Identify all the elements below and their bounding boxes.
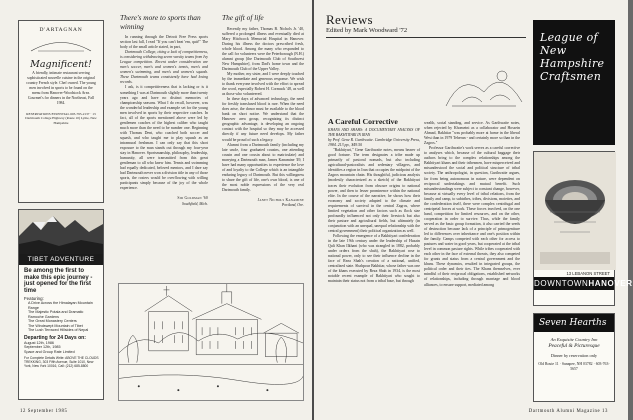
review-paragraph: "Bakhtiyari," Gene Garthwaite notes, means bearer of good fortune. The term designates a tribe made up primarily of pastoral nomads, but also including agricultural-pastoralists and sedentary villagers, and identifies a region in Iran that occupies the midpoint of the Zagros mountain chain. His thoughtful, judicious analysis (modestly characterized as a sketch) of the Bakhtiyari traces their evolution from obscure origins to national power, and then to lesser prominence within the national elite. In the course of the narrative, he shows how their economy and society adapted to the climate and requirements of survival in the central Zagros, where limited vegetation and other factors such as flock size profoundly influenced not only their livestock but also their pasture and agricultural fields, but ultimately (in conjunction with an unequal, unequal relationship with the central government) their political organization as well. xyxy=(328,148,420,233)
letter-paragraph: Alumni from a Dartmouth family (including my late uncle, four graduated cousins, one attending cousin and one cousin about to matriculate) and marrying a Dartmouth man, James Kanamine '49, I have had many opportunities to experience the love of and loyalty to the College which is an intangible enduring legacy of Dartmouth. But this willingness to share the gift of life, one's own blood, is one of the most noble expressions of the very real Dartmouth family. xyxy=(222,142,304,192)
page-folio-left: 12 September 1985 xyxy=(20,409,68,414)
tibet-banner: TIBET ADVENTURE xyxy=(19,254,103,265)
review-column-2 xyxy=(424,121,520,288)
list-item: A Drive Across the Himalayan Mountain Range xyxy=(28,301,93,310)
review-column-1 xyxy=(328,128,420,284)
dartagnan-ad[interactable] xyxy=(18,20,104,203)
review-paragraph: Following the emergence of a Bakhtiyari confederation in the late 19th century under the leadership of Husain Quli Khan Ilkhani (who was strangled in 1882, probably under orders from the shah), the Bakhtiyari rose to national power, only to see their influence decline in the face of Reza Shah's creation of a national, unified, centralized state. Shahpour Bakhtiar, whose father was one of the khans executed by Reza Shah in 1934, is the most notable recent example of Bakhtiyari who sought to maintain their status not from a tribal base, but through xyxy=(328,233,420,284)
section-editor: Edited by Mark Woodward '72 xyxy=(326,27,408,34)
page-folio-right: Dartmouth Alumni Magazine 13 xyxy=(528,409,608,414)
author-place: Portland, Ore. xyxy=(281,203,304,208)
dartagnan-body: A friendly, intimate restaurant serving sophisticated nouvelle cuisine in the original country French style. Chef owned. The young men involved in sports to be found on the menu from Hanover-Woodstock Area. Gourmet's for dinners in the Northeast, Fall 1984. xyxy=(26,71,96,105)
downtown-banner xyxy=(534,277,633,290)
book-meta: by Prof. Gene R. Garthwaite. Cambridge University Press, 1984. 213 pp., $49.50 xyxy=(328,138,420,148)
dartagnan-headline: Magnificent! xyxy=(30,59,92,70)
author-place: Southfield, Mich. xyxy=(181,201,208,206)
campus-illustration xyxy=(118,283,304,401)
tibet-adventure-ad[interactable] xyxy=(18,209,104,400)
craftsmen-ad[interactable] xyxy=(533,20,615,145)
author-name: Sid Goldman '60 xyxy=(177,196,208,201)
divider xyxy=(326,37,526,38)
book-illustration xyxy=(442,62,526,112)
inn-lead: An Exquisite Country Inn xyxy=(550,337,598,342)
crest-icon xyxy=(26,36,96,56)
author-name: Janet Nichols Kanamine xyxy=(257,198,304,203)
review-paragraph: wealth, social standing, and service. As Garthwaite notes, when rejected by Khomeini as a collaborator and Hossein Ahmad, Bakhtiar "was probably more at home in the liberal West than in 1979 Teheran - and certainly more so than in the Zagros." xyxy=(424,121,520,146)
seven-hearths-ad[interactable] xyxy=(533,313,615,402)
tibet-contact: For Complete Details Write: ABOVE THE CLOUDS TREKKING, 303 Fifth Avenue, Suite 1010, New York, New York 10016, Call: (212) 685-8800 xyxy=(24,356,99,369)
review-title: A Careful Corrective xyxy=(328,117,398,126)
list-item: The Majestic Potala and Dramatic Ramoche Gardens xyxy=(28,310,84,319)
list-item: The Windswept Mountain of Tibet xyxy=(28,323,83,328)
tibet-featuring: Featuring: xyxy=(24,296,44,302)
dartagnan-brand: D'ARTAGNAN xyxy=(39,27,83,33)
letter-paragraph: Dartmouth College, citing a lack of competitiveness, is considering withdrawing seven varsity teams from Ivy League competition. Recent under consideration are men's soccer, men's and women's tennis, men's and women's swimming, and men's and women's squash. These Dartmouth teams consistently have had losing records. xyxy=(120,50,208,85)
list-item: August 12th, 1986 xyxy=(24,340,54,345)
tibet-dates xyxy=(24,341,99,355)
list-item: Space and Group Rate Limited xyxy=(24,349,75,354)
letter-gift-of-life xyxy=(222,14,304,208)
tibet-feature-list xyxy=(28,301,99,333)
section-title: Reviews xyxy=(326,12,373,27)
banner-downtown: DOWNTOWN xyxy=(534,279,589,288)
downtown-hanover-ad[interactable] xyxy=(533,151,633,306)
letter-byline xyxy=(120,196,208,206)
letter-paragraph: My mother, my sister, and I were deeply touched by the immediate and generous response. We wish to thank everyone involved with the effort to spread the word, especially Robert H. Cormack '48, as well as those who volunteered. xyxy=(222,71,304,97)
list-item: The Lush Terraced Hillsides of Nepal xyxy=(28,328,89,333)
list-item: September 12th, 1985 xyxy=(24,345,61,350)
letter-paragraph: I ask, is it competitiveness that is lacking or is it something I was at Dartmouth slightly more than twenty years ago and have no distinct memories of championship seasons. What I do recall, however, was the wonderful leadership and example set for the young men involved in sports by their respective coaches. In fact, all of the sports mentioned above were led by gentlemen coaches of the highest caliber who taught much more than the need to be number one. Beginning with Thomas Dent, who coached both soccer and squash, and who taught me to play squash as an intramural freshman. I can only say that this short exposure to the man stands out through my four-year stay in Hanover. Sportsmanship, philosophy, leadership, humanity, all were transmitted from this great gentleman to all who knew him. Tennis and swimming had equally dedicated, beloved mentors, and I dare say had Dartmouth never won a division title in any of those sports, the rosters would be overflowing with willing participants simply because of the joy of the whole experience. xyxy=(120,85,208,191)
list-item: The Great Monastery Centers xyxy=(28,319,77,324)
book-title: KHANS AND SHAHS: A DOCUMENTARY ANALYSIS OF THE BAKHTIYARI IN IRAN xyxy=(328,128,420,138)
letter-paragraph: In these days of advanced technology, the need for freshly transfused blood is rare. When the need does arise, the donor must be available to the blood bank on short notice. We understand that the Hanover area group, recognizing its distinct geographic advantage, is developing an ongoing contact with the hospital so they may be accessed directly if any future need develops. My father would be proud of such a legacy. xyxy=(222,97,304,142)
inn-dinner: Dinner by reservation only xyxy=(550,353,598,358)
store-address: 13 LEBANON STREET xyxy=(566,271,610,276)
letter-paragraph: Recently my father, Thomas B. Nichols Jr. '40, suffered a prolonged illness and eventually died at Mary Hitchcock Memorial Hospital in Hanover. During his illness the doctors prescribed fresh, whole blood. Among the many who responded to the call for volunteers were the Peterborough (N.H.) alumni group [the Dartmouth Club of Southwest New Hampshire], from Dad's home town and the Dartmouth Club of the Upper Valley. xyxy=(222,26,304,71)
craftsmen-wordmark: League of New Hampshire Craftsmen xyxy=(540,31,605,83)
letter-title: The gift of life xyxy=(222,13,264,22)
letter-title: There's more to sports than winning xyxy=(120,13,201,31)
left-page xyxy=(0,0,312,420)
inn-name: Seven Hearths xyxy=(534,314,614,332)
banner-hanover: HANOVER xyxy=(588,279,633,288)
letter-paragraph: In running through the Detroit Free Press sports section last fall, I read "If you can't beat 'em, quit!" The body of the small article stated, in part, xyxy=(120,35,208,50)
tibet-departure: Departing for 24 Days on: xyxy=(24,334,86,341)
basket-photo xyxy=(534,152,616,270)
right-page xyxy=(314,0,633,420)
inn-address: Old Route 11 · Sunapee, NH 03782 · 603-763-5657 xyxy=(538,362,610,371)
inn-tagline: Peaceful & Picturesque xyxy=(548,343,600,349)
mountain-photo xyxy=(19,210,103,254)
dartagnan-contact: RESERVATIONS ESSENTIAL 603-795-2137 · 13 Dartmouth College Highway (Route 10) Lyme, New Hampshire xyxy=(25,112,97,125)
letter-byline xyxy=(222,198,304,208)
tibet-lead: Be among the first to make this epic journey - just opened for the first time xyxy=(24,268,93,294)
letter-sports xyxy=(120,14,208,207)
review-paragraph: Professor Garthwaite's work serves as a careful corrective to analyses which, because of the cultural baggage their authors bring to the complex relationships among the Bakhtiyari khans and their tribesmen, have misperceived and misunderstood the social and political structure of tribal society. The anthropologist, in question, Garthwaite argues, far from being autonomous in nature, were dependent on reciprocal undertakings and mutual benefit. Such misunderstandings were subject to constant change, however, because at virtually every level of tribal relations, from the family and camp, to subtribes, tribes, divisions, moieties, and the confederation itself, there were complex centrifugal and centripetal forces at work. These forces involved, on the one hand, competition for limited resources, and on the other, cooperation in order to survive. Thus, while the family served as the basic group formation, it also carried the seeds of destruction because lack of a principle of primogeniture led to differences over inheritance and one's position within the family. Camps competed with each other for access to pastures and water in good years, but cooperated at the tribal level in common pasture rights. While tribes cooperated with each other in the face of external threats, they also competed for grants and status from a central government and the khans. These dynamics, resulted in integrated groups, the political order and their ties. The Khans themselves, ever mindful of their reciprocal obligations, established networks of relationships, including through marriage and blood alliances, to ensure support, mediated among xyxy=(424,146,520,287)
